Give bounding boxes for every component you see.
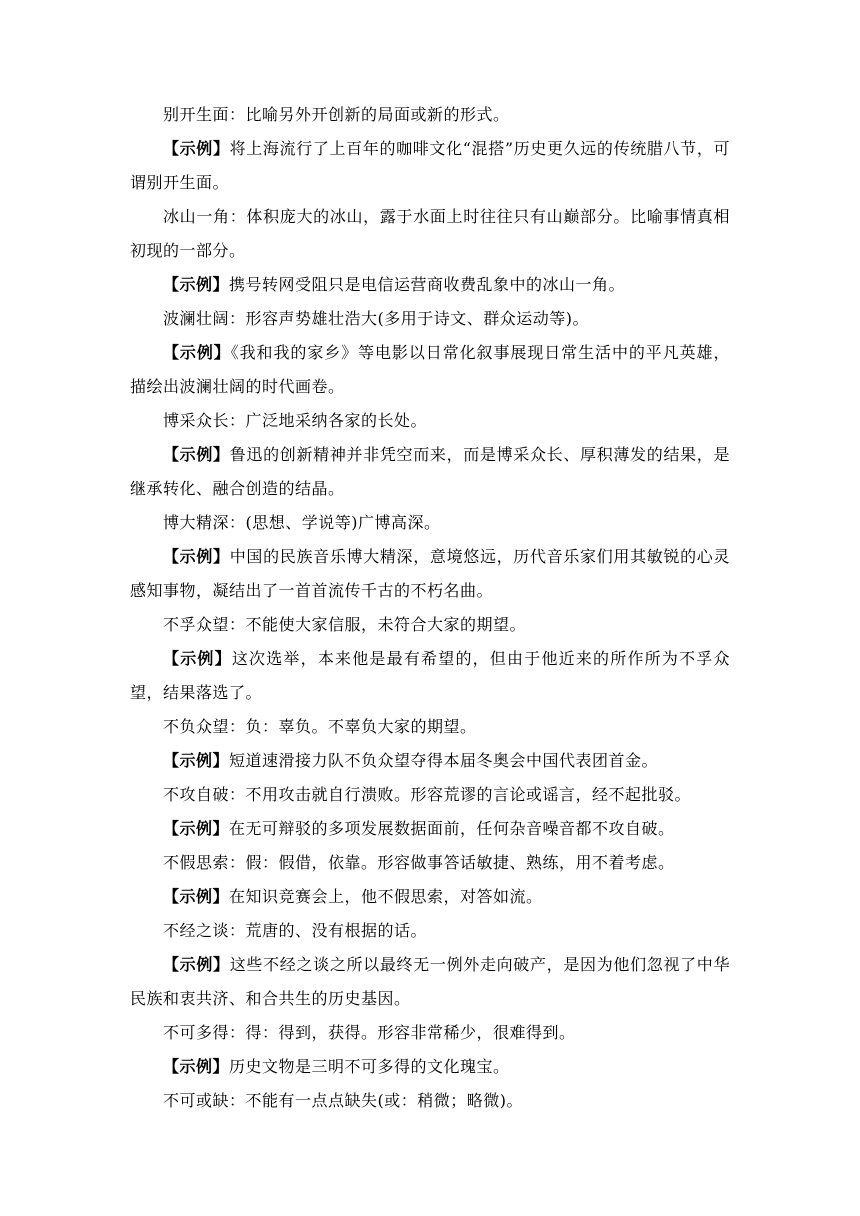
idiom-entry (130, 914, 730, 948)
example-text: 携号转网受阻只是电信运营商收费乱象中的冰山一角。 (229, 275, 626, 294)
idiom-entry (130, 404, 730, 438)
example-tag: 【示例】 (163, 955, 230, 974)
idiom-definition: 冰山一角：体积庞大的冰山，露于水面上时往往只有山巅部分。比喻事情真相初现的一部分。 (130, 207, 730, 260)
idiom-definition: 不攻自破：不用攻击就自行溃败。形容荒谬的言论或谣言，经不起批驳。 (163, 785, 692, 804)
example-tag: 【示例】 (163, 819, 230, 838)
example-tag: 【示例】 (163, 649, 232, 668)
idiom-entry (130, 710, 730, 744)
idiom-definition: 不假思索：假：假借，依靠。形容做事答话敏捷、熟练，用不着考虑。 (163, 853, 675, 872)
example-tag: 【示例】 (163, 139, 230, 158)
example-entry (130, 132, 730, 200)
idiom-entry (130, 506, 730, 540)
example-tag: 【示例】 (163, 751, 230, 770)
example-tag: 【示例】 (163, 275, 230, 294)
example-tag: 【示例】 (163, 445, 230, 464)
example-text: 历史文物是三明不可多得的文化瑰宝。 (229, 1057, 510, 1076)
idiom-entry (130, 1084, 730, 1118)
example-tag: 【示例】 (163, 343, 231, 362)
idiom-entry (130, 608, 730, 642)
example-entry (130, 268, 730, 302)
idiom-definition: 博大精深：(思想、学说等)广博高深。 (163, 513, 441, 532)
idiom-entry (130, 1016, 730, 1050)
idiom-entry (130, 302, 730, 336)
example-entry (130, 948, 730, 1016)
idiom-definition: 别开生面：比喻另外开创新的局面或新的形式。 (163, 105, 510, 124)
example-entry (130, 1050, 730, 1084)
idiom-definition: 博采众长：广泛地采纳各家的长处。 (163, 411, 428, 430)
idiom-definition: 不经之谈：荒唐的、没有根据的话。 (163, 921, 428, 940)
example-text: 这些不经之谈之所以最终无一例外走向破产，是因为他们忽视了中华民族和衷共济、和合共生的历史基因。 (130, 955, 730, 1008)
example-text: 短道速滑接力队不负众望夺得本届冬奥会中国代表团首金。 (229, 751, 659, 770)
example-entry (130, 438, 730, 506)
example-text: 将上海流行了上百年的咖啡文化“混搭”历史更久远的传统腊八节，可谓别开生面。 (130, 139, 730, 192)
document-page (130, 98, 730, 1118)
idiom-definition: 不孚众望：不能使大家信服，未符合大家的期望。 (163, 615, 527, 634)
idiom-definition: 不负众望：负：辜负。不辜负大家的期望。 (163, 717, 477, 736)
example-text: 鲁迅的创新精神并非凭空而来，而是博采众长、厚积薄发的结果，是继承转化、融合创造的结晶。 (130, 445, 730, 498)
example-tag: 【示例】 (163, 1057, 230, 1076)
idiom-entry (130, 200, 730, 268)
example-text: 在知识竞赛会上，他不假思索，对答如流。 (229, 887, 543, 906)
idiom-entry (130, 778, 730, 812)
example-text: 在无可辩驳的多项发展数据面前，任何杂音噪音都不攻自破。 (229, 819, 675, 838)
example-tag: 【示例】 (163, 887, 230, 906)
example-entry (130, 336, 730, 404)
example-tag: 【示例】 (163, 547, 230, 566)
idiom-definition: 波澜壮阔：形容声势雄壮浩大(多用于诗文、群众运动等)。 (163, 309, 589, 328)
example-text: 中国的民族音乐博大精深，意境悠远，历代音乐家们用其敏锐的心灵感知事物，凝结出了一首首流传千古的不朽名曲。 (130, 547, 730, 600)
example-text: 《我和我的家乡》等电影以日常化叙事展现日常生活中的平凡英雄，描绘出波澜壮阔的时代画卷。 (130, 343, 730, 396)
idiom-entry (130, 98, 730, 132)
idiom-definition: 不可或缺：不能有一点点缺失(或：稍微；略微)。 (163, 1091, 523, 1110)
example-entry (130, 540, 730, 608)
example-entry (130, 642, 730, 710)
example-entry (130, 744, 730, 778)
example-entry (130, 880, 730, 914)
idiom-definition: 不可多得：得：得到，获得。形容非常稀少，很难得到。 (163, 1023, 576, 1042)
example-text: 这次选举，本来他是最有希望的，但由于他近来的所作所为不孚众望，结果落选了。 (130, 649, 730, 702)
idiom-entry (130, 846, 730, 880)
example-entry (130, 812, 730, 846)
